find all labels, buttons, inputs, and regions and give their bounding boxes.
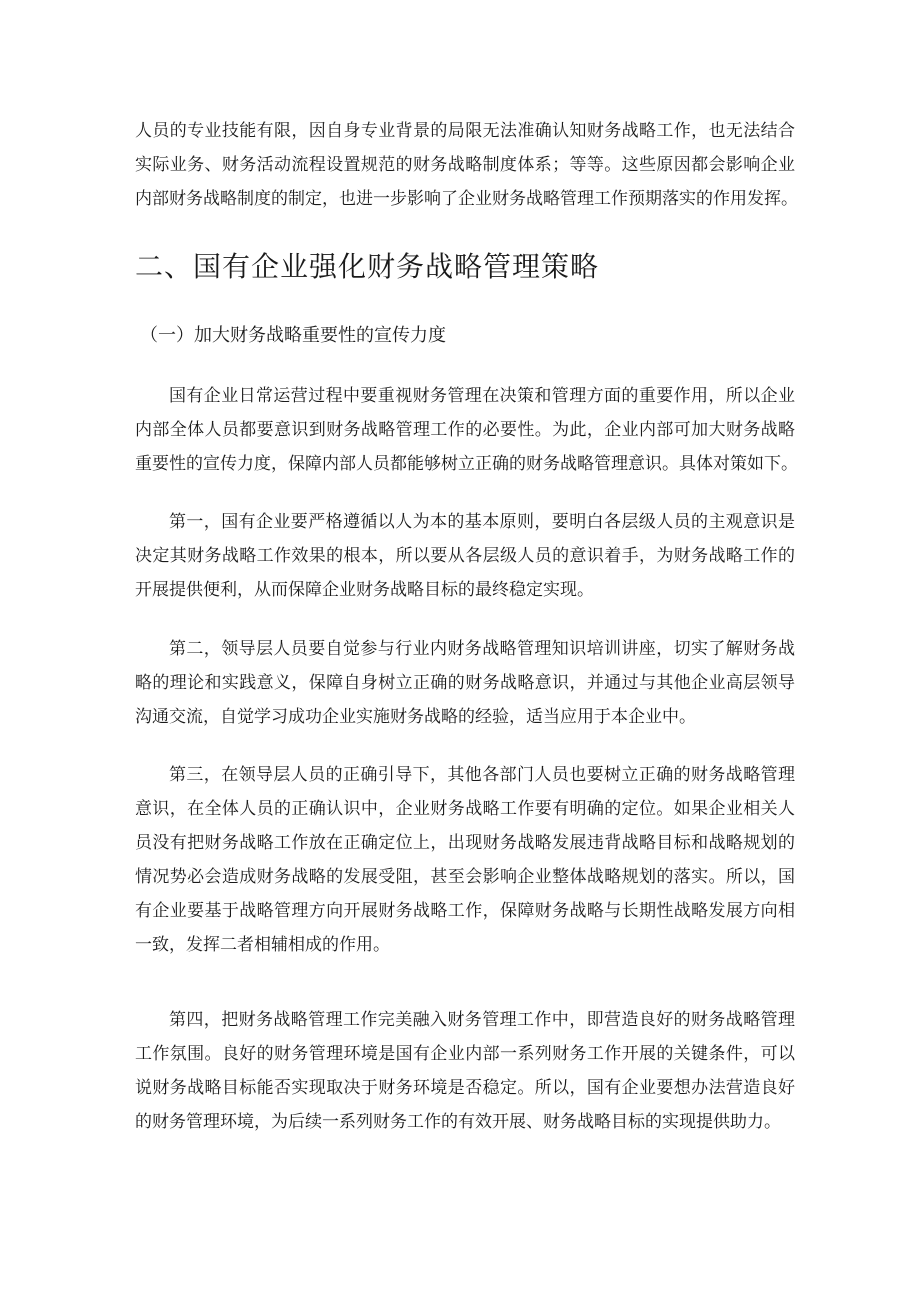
text-line: 重要性的宣传力度，保障内部人员都能够树立正确的财务战略管理意识。具体对策如下。 [135, 454, 798, 474]
text-line: 有企业要基于战略管理方向开展财务战略工作，保障财务战略与长期性战略发展方向相 [135, 901, 795, 921]
text-line: 开展提供便利，从而保障企业财务战略目标的最终稳定实现。 [135, 580, 594, 600]
text-line: 一致，发挥二者相辅相成的作用。 [135, 935, 390, 955]
text-line: 第二，领导层人员要自觉参与行业内财务战略管理知识培训讲座，切实了解财务战 [169, 639, 795, 659]
text-line: 实际业务、财务活动流程设置规范的财务战略制度体系；等等。这些原因都会影响企业 [135, 155, 795, 175]
text-line: 内部全体人员都要意识到财务战略管理工作的必要性。为此，企业内部可加大财务战略 [135, 420, 795, 440]
text-line: 第四，把财务战略管理工作完美融入财务管理工作中，即营造良好的财务战略管理 [169, 1010, 795, 1030]
section-heading: 二、国有企业强化财务战略管理策略 [135, 250, 600, 283]
text-line: 情况势必会造成财务战略的发展受阻，甚至会影响企业整体战略规划的落实。所以，国 [135, 867, 795, 887]
text-line: 说财务战略目标能否实现取决于财务环境是否稳定。所以，国有企业要想办法营造良好 [135, 1078, 795, 1098]
text-line: 第三，在领导层人员的正确引导下，其他各部门人员也要树立正确的财务战略管理 [169, 765, 795, 785]
text-line: 略的理论和实践意义，保障自身树立正确的财务战略意识，并通过与其他企业高层领导 [135, 673, 795, 693]
text-line: 沟通交流，自觉学习成功企业实施财务战略的经验，适当应用于本企业中。 [135, 707, 696, 727]
text-line: 员没有把财务战略工作放在正确定位上，出现财务战略发展违背战略目标和战略规划的 [135, 833, 795, 853]
text-line: 第一，国有企业要严格遵循以人为本的基本原则，要明白各层级人员的主观意识是 [169, 512, 795, 532]
body-paragraph-3 [135, 632, 795, 734]
text-line: 意识，在全体人员的正确认识中，企业财务战略工作要有明确的定位。如果企业相关人 [135, 799, 795, 819]
text-line: 决定其财务战略工作效果的根本，所以要从各层级人员的意识着手，为财务战略工作的 [135, 546, 795, 566]
intro-paragraph [135, 114, 798, 216]
body-paragraph-4 [135, 758, 795, 962]
text-line: 的财务管理环境，为后续一系列财务工作的有效开展、财务战略目标的实现提供助力。 [135, 1112, 781, 1132]
subsection-heading: （一）加大财务战略重要性的宣传力度 [140, 325, 446, 346]
body-paragraph-1 [135, 379, 798, 481]
text-line: 国有企业日常运营过程中要重视财务管理在决策和管理方面的重要作用，所以企业 [169, 386, 795, 406]
body-paragraph-5 [135, 1003, 795, 1139]
text-line: 内部财务战略制度的制定，也进一步影响了企业财务战略管理工作预期落实的作用发挥。 [135, 189, 798, 209]
text-line: 工作氛围。良好的财务管理环境是国有企业内部一系列财务工作开展的关键条件，可以 [135, 1044, 795, 1064]
body-paragraph-2 [135, 505, 795, 607]
text-line: 人员的专业技能有限，因自身专业背景的局限无法准确认知财务战略工作，也无法结合 [135, 121, 795, 141]
